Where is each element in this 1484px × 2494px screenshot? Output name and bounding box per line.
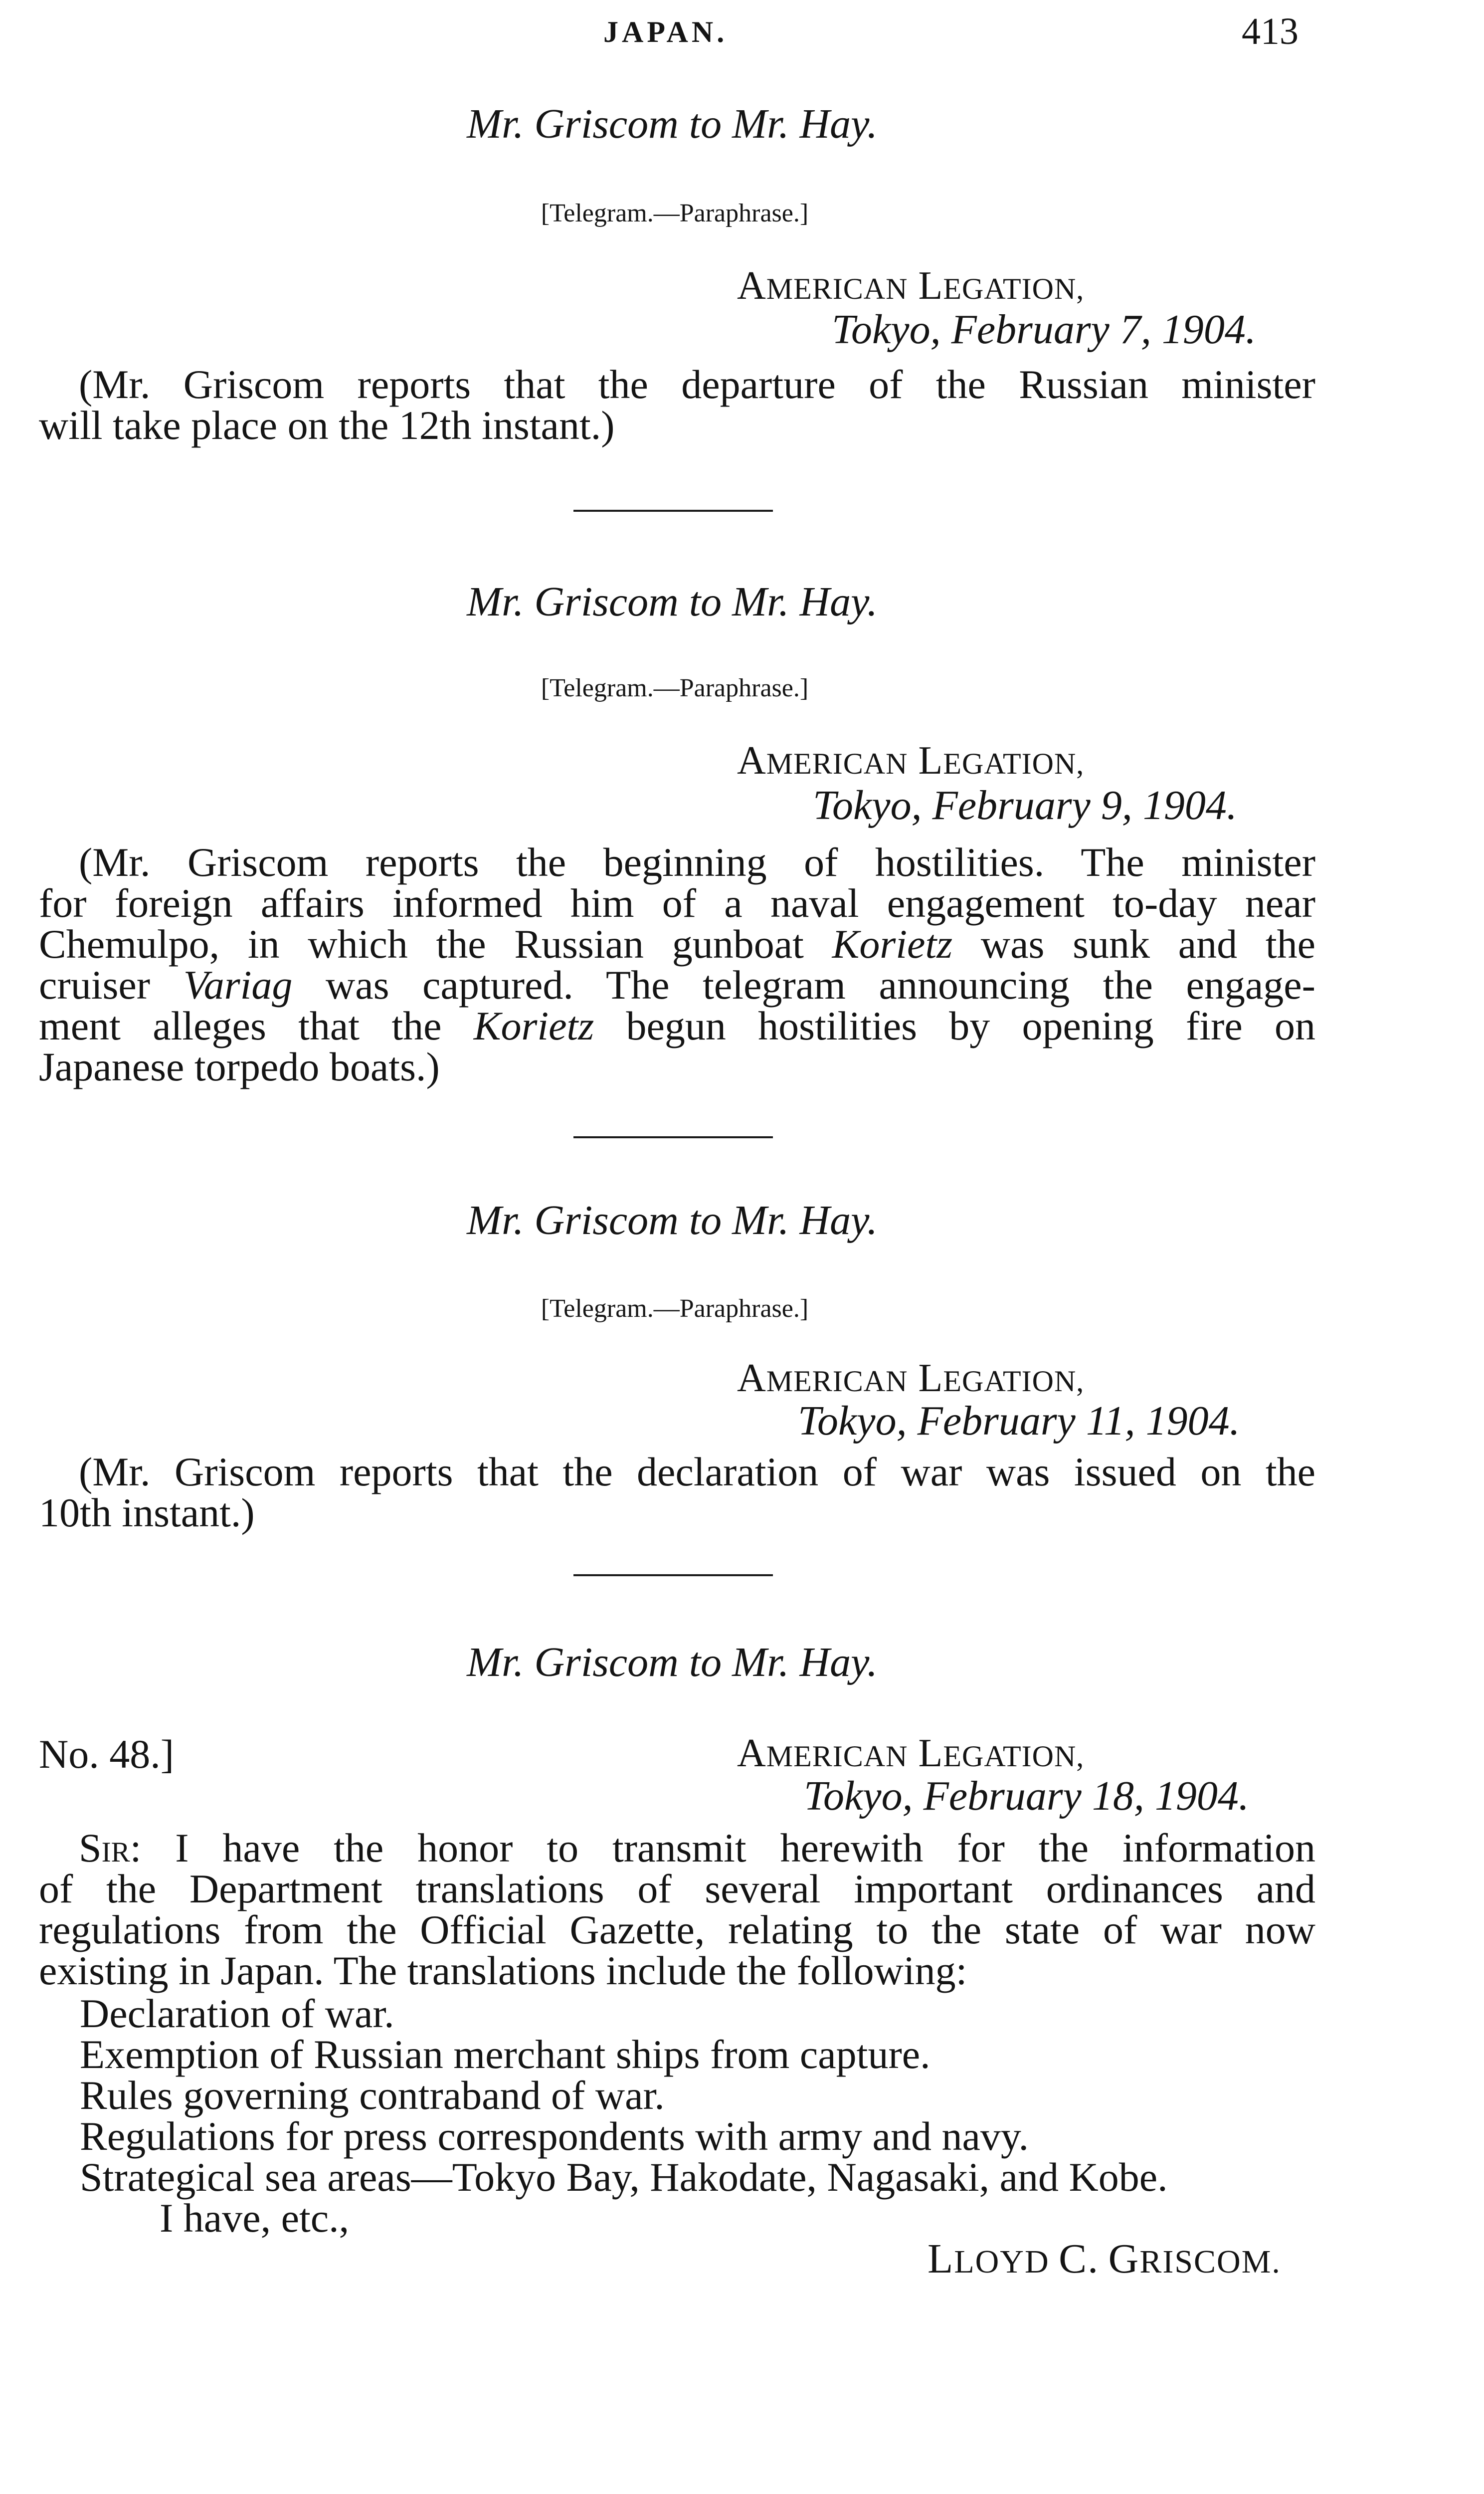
signature: LLOYD C. GRISCOM.: [928, 2236, 1281, 2282]
section-3-telegram-note: [Telegram.—Paraphrase.]: [541, 1294, 809, 1323]
ship-name-variag: Variag: [183, 962, 293, 1008]
section-1-sender: AMERICAN LEGATION,: [737, 264, 1085, 308]
section-4-heading: Mr. Griscom to Mr. Hay.: [467, 1639, 878, 1685]
section-2-sender: AMERICAN LEGATION,: [737, 739, 1085, 783]
body-line: for foreign affairs informed him of a naval engagement to-day near: [39, 880, 1315, 926]
page-number: 413: [1242, 10, 1298, 52]
salutation: Sir: [79, 1825, 130, 1870]
section-divider: [573, 1136, 773, 1138]
section-3-sender: AMERICAN LEGATION,: [737, 1356, 1085, 1400]
body-line: (Mr. Griscom reports the beginning of hostilities. The minister: [79, 839, 1315, 885]
section-1-telegram-note: [Telegram.—Paraphrase.]: [541, 199, 809, 227]
list-item: Declaration of war.: [80, 1991, 394, 2036]
list-item: Strategical sea areas—Tokyo Bay, Hakodate, Nagasaki, and Kobe.: [80, 2154, 1168, 2200]
body-line: cruiser Variag was captured. The telegram announcing the engage-: [39, 962, 1315, 1008]
section-2-telegram-note: [Telegram.—Paraphrase.]: [541, 674, 809, 702]
dispatch-number: No. 48.]: [39, 1731, 175, 1777]
list-item: Regulations for press correspondents with army and navy.: [80, 2113, 1029, 2159]
section-2-dateline: Tokyo, February 9, 1904.: [813, 782, 1237, 829]
body-line: Sir: I have the honor to transmit herewith for the information: [79, 1825, 1315, 1870]
body-line: of the Department translations of several important ordinances and: [39, 1866, 1315, 1911]
section-4-sender: AMERICAN LEGATION,: [737, 1731, 1085, 1775]
body-line: Japanese torpedo boats.): [39, 1044, 440, 1089]
ship-name-korietz: Korietz: [473, 1003, 594, 1048]
running-head: JAPAN.: [603, 15, 728, 48]
section-divider: [573, 510, 773, 512]
body-line: 10th instant.): [39, 1490, 255, 1535]
section-4-body: [39, 1825, 1315, 1993]
body-line: (Mr. Griscom reports that the departure of the Russian minister: [79, 362, 1315, 407]
section-divider: [573, 1574, 773, 1576]
section-4-dateline: Tokyo, February 18, 1904.: [804, 1773, 1249, 1819]
body-line: existing in Japan. The translations include the following:: [39, 1948, 967, 1993]
section-3-heading: Mr. Griscom to Mr. Hay.: [467, 1197, 878, 1244]
section-1-body: [39, 364, 1315, 446]
body-line: will take place on the 12th instant.): [39, 403, 615, 448]
list-item: Rules governing contraband of war.: [80, 2073, 665, 2118]
body-line: regulations from the Official Gazette, relating to the state of war now: [39, 1907, 1315, 1952]
body-line: (Mr. Griscom reports that the declaration of war was issued on the: [79, 1449, 1315, 1494]
section-1-heading: Mr. Griscom to Mr. Hay.: [467, 101, 878, 147]
body-line: Chemulpo, in which the Russian gunboat Korietz was sunk and the: [39, 921, 1315, 967]
section-3-dateline: Tokyo, February 11, 1904.: [798, 1398, 1240, 1444]
closing: I have, etc.,: [160, 2195, 350, 2241]
section-1-dateline: Tokyo, February 7, 1904.: [832, 306, 1256, 353]
list-item: Exemption of Russian merchant ships from capture.: [80, 2032, 930, 2077]
section-2-heading: Mr. Griscom to Mr. Hay.: [467, 579, 878, 625]
ship-name-korietz: Korietz: [832, 921, 953, 967]
body-line: ment alleges that the Korietz begun hostilities by opening fire on: [39, 1003, 1315, 1048]
section-3-body: [39, 1449, 1315, 1535]
section-2-body: [39, 839, 1315, 1089]
